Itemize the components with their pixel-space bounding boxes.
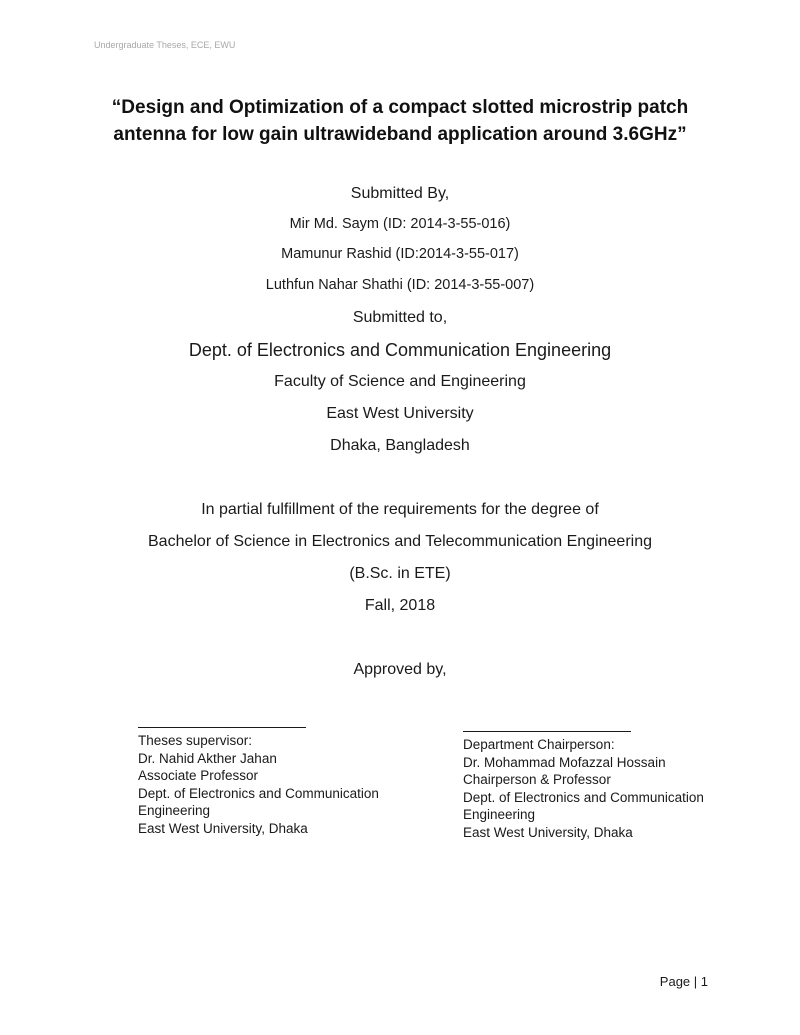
- title-line-1: “Design and Optimization of a compact slotted microstrip patch: [111, 97, 689, 118]
- page-number: Page | 1: [659, 974, 708, 989]
- member-2: Mamunur Rashid (ID:2014-3-55-017): [281, 246, 519, 262]
- member-1: Mir Md. Saym (ID: 2014-3-55-016): [289, 216, 511, 232]
- thesis-title: [60, 94, 740, 148]
- supervisor-dept-line-1: Dept. of Electronics and Communication: [138, 785, 379, 801]
- department-name: Dept. of Electronics and Communication Engineering: [188, 340, 612, 360]
- supervisor-university: East West University, Dhaka: [138, 820, 308, 836]
- supervisor-name: Dr. Nahid Akther Jahan: [138, 750, 277, 766]
- chairperson-signature-line: [463, 731, 631, 732]
- faculty-name: Faculty of Science and Engineering: [274, 373, 526, 390]
- chairperson-title: Chairperson & Professor: [463, 772, 611, 787]
- submitted-by-heading: Submitted By,: [350, 185, 450, 202]
- member-3: Luthfun Nahar Shathi (ID: 2014-3-55-007): [265, 277, 535, 293]
- chairperson-name: Dr. Mohammad Mofazzal Hossain: [463, 754, 666, 770]
- header-note: Undergraduate Theses, ECE, EWU: [94, 40, 236, 50]
- degree-term: Fall, 2018: [364, 597, 436, 614]
- chairperson-signature-block: [463, 731, 704, 841]
- title-line-2: antenna for low gain ultrawideband application around 3.6GHz”: [113, 124, 687, 145]
- supervisor-signature-block: [138, 727, 379, 837]
- degree-line-1: In partial fulfillment of the requirements for the degree of: [201, 501, 599, 518]
- approved-by-heading: Approved by,: [353, 661, 447, 678]
- submitted-to-heading: Submitted to,: [352, 309, 448, 326]
- supervisor-dept-line-2: Engineering: [138, 803, 211, 818]
- chairperson-role: Department Chairperson:: [463, 737, 615, 752]
- location: Dhaka, Bangladesh: [330, 437, 470, 454]
- chairperson-university: East West University, Dhaka: [463, 824, 633, 840]
- university-name: East West University: [326, 405, 474, 422]
- degree-line-2: Bachelor of Science in Electronics and Telecommunication Engineering: [148, 533, 652, 550]
- chairperson-dept-line-1: Dept. of Electronics and Communication: [463, 789, 704, 805]
- supervisor-signature-line: [138, 727, 306, 728]
- chairperson-dept-line-2: Engineering: [463, 807, 536, 822]
- degree-short: (B.Sc. in ETE): [349, 565, 451, 582]
- supervisor-role: Theses supervisor:: [138, 733, 253, 748]
- supervisor-title: Associate Professor: [138, 768, 259, 783]
